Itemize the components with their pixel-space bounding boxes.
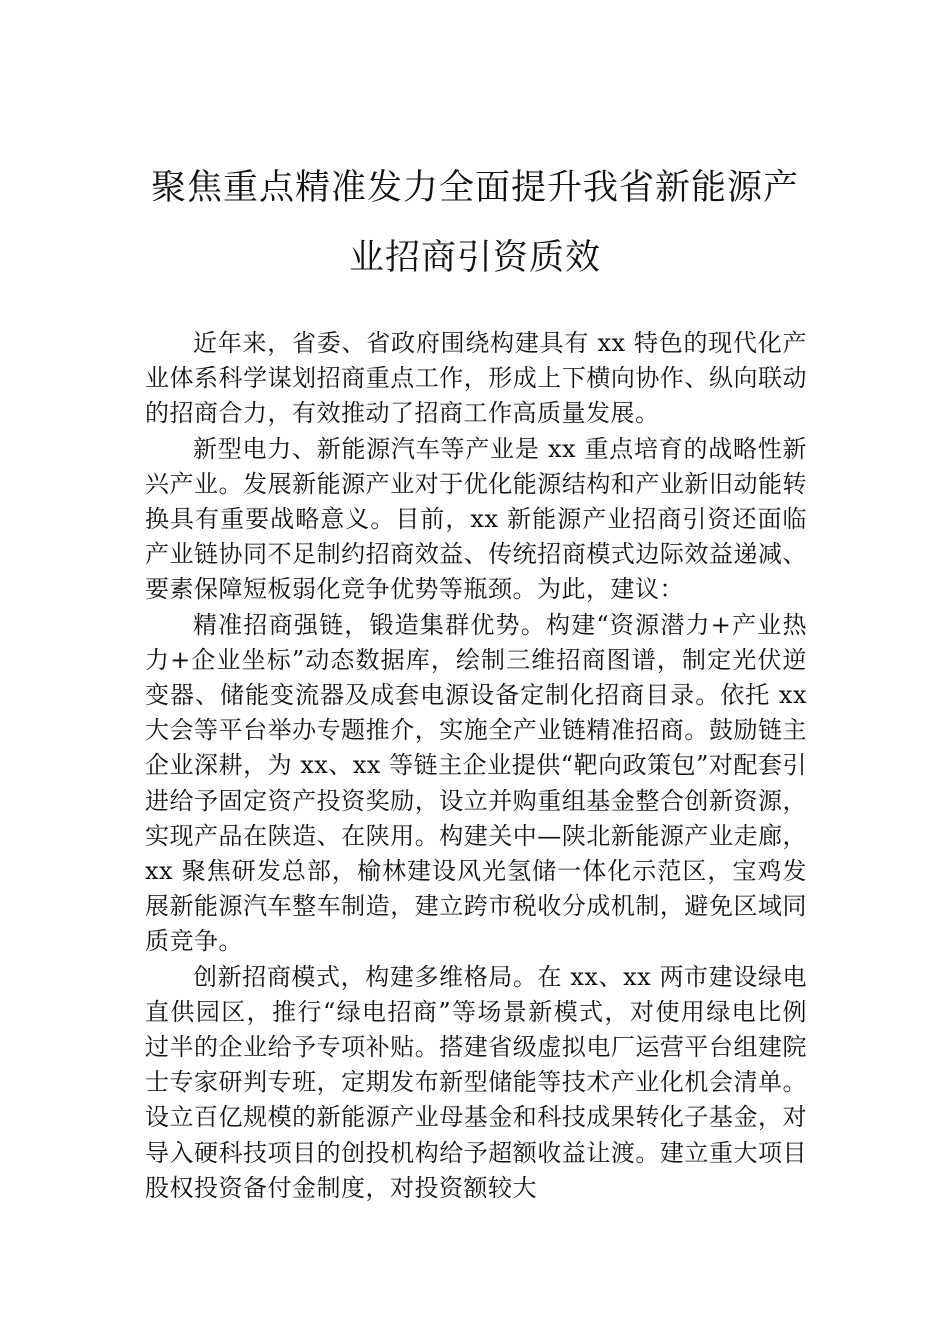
paragraph-precise-investment: 精准招商强链，锻造集群优势。构建“资源潜力+产业热力+企业坐标”动态数据库，绘制三维招商图谱，制定光伏逆变器、储能变流器及成套电源设备定制化招商目录。依托 xx 大会等平台举办专题推介，实施全产业链精准招商。鼓励链主企业深耕，为 xx、xx 等链主企业提供“靶向政策包”对配套引进给予固定资产投资奖励，设立并购重组基金整合创新资源，实现产品在陕造、在陕用。构建关中—陕北新能源产业走廊，xx 聚焦研发总部，榆林建设风光氢储一体化示范区，宝鸡发展新能源汽车整车制造，建立跨市税收分成机制，避免区域同质竞争。 (145, 610, 807, 956)
document-title-line-1: 聚焦重点精准发力全面提升我省新能源产 (150, 168, 799, 208)
paragraph-intro: 近年来，省委、省政府围绕构建具有 xx 特色的现代化产业体系科学谋划招商重点工作，形成上下横向协作、纵向联动的招商合力，有效推动了招商工作高质量发展。 (145, 329, 807, 428)
document-title-line-2: 业招商引资质效 (348, 238, 601, 278)
document-body (145, 326, 807, 1206)
paragraph-background: 新型电力、新能源汽车等产业是 xx 重点培育的战略性新兴产业。发展新能源产业对于优化能源结构和产业新旧动能转换具有重要战略意义。目前，xx 新能源产业招商引资还面临产业链协同不足制约招商效益、传统招商模式边际效益递减、要素保障短板弱化竞争优势等瓶颈。为此，建议： (145, 434, 807, 604)
paragraph-innovative-model: 创新招商模式，构建多维格局。在 xx、xx 两市建设绿电直供园区，推行“绿电招商”等场景新模式，对使用绿电比例过半的企业给予专项补贴。搭建省级虚拟电厂运营平台组建院士专家研判专班，定期发布新型储能等技术产业化机会清单。设立百亿规模的新能源产业母基金和科技成果转化子基金，对导入硬科技项目的创投机构给予超额收益让渡。建立重大项目股权投资备付金制度，对投资额较大 (145, 962, 807, 1202)
